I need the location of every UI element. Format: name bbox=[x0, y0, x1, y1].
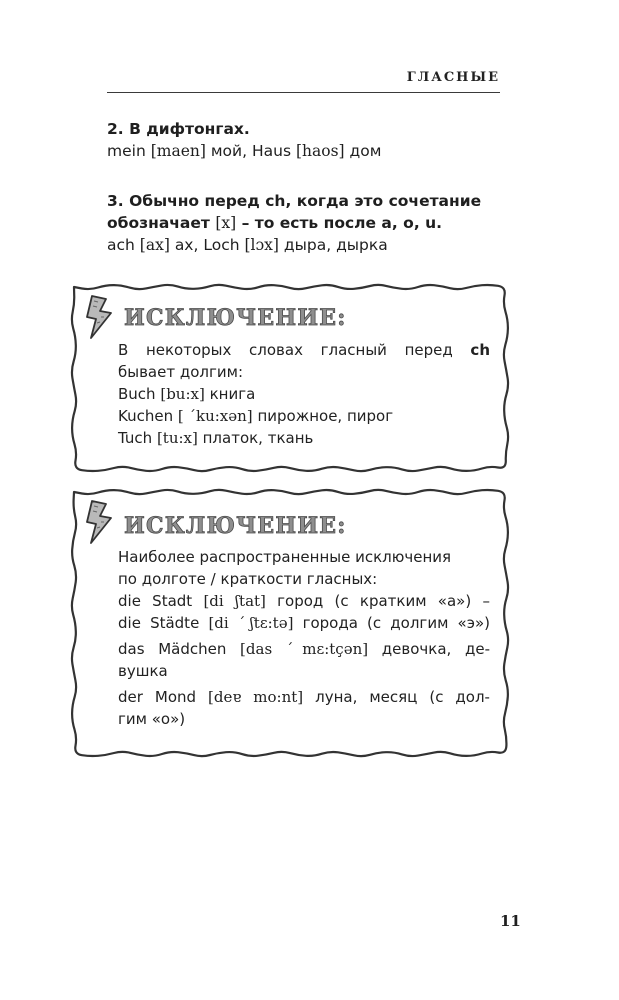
section-before-ch bbox=[107, 190, 502, 256]
section-heading: 2. В дифтонгах. bbox=[107, 120, 250, 138]
exception-box-2 bbox=[70, 488, 510, 758]
example-line: die Städte [di ˊʃtɛ:tə] города (с долгим «э») bbox=[118, 614, 490, 632]
exception-box-1 bbox=[70, 283, 510, 473]
header-title: ГЛАСНЫЕ bbox=[406, 70, 500, 85]
example-line: ach [ax] ах, Loch [lɔx] дыра, дырка bbox=[107, 236, 388, 254]
section-diphthongs bbox=[107, 118, 502, 162]
page-number: 11 bbox=[500, 912, 521, 930]
section-heading-line1: 3. Обычно перед ch, когда это сочетание bbox=[107, 192, 482, 210]
example-line: Tuch [tu:x] платок, ткань bbox=[118, 429, 314, 447]
example-line: mein [maen] мой, Haus [haos] дом bbox=[107, 142, 382, 160]
section-heading-line2: обозначает [x] – то есть после a, o, u. bbox=[107, 214, 443, 232]
example-line: der Mond [deɐ mo:nt] луна, месяц (с дол- bbox=[118, 688, 490, 706]
lightning-bolt-icon bbox=[84, 500, 114, 544]
running-header bbox=[107, 70, 500, 93]
example-line: die Stadt [di ʃtat] город (с кратким «а») – bbox=[118, 592, 490, 610]
exception-body: В некоторых словах гласный перед ch бывает долгим: Buch [bu:x] книга Kuchen [ ˊku:xən] пирожное, пирог Tuch [tu:x] платок, ткань bbox=[118, 341, 490, 447]
example-line: Kuchen [ ˊku:xən] пирожное, пирог bbox=[118, 407, 394, 425]
example-line: das Mädchen [das ˊmɛ:tçən] девочка, де- bbox=[118, 640, 490, 658]
exception-body: Наиболее распространенные исключения по долготе / краткости гласных: die Stadt [di ʃtat] город (с кратким «а») – die Städte [di ˊʃtɛ:tə] города (с долгим «э») das Mädchen [das ˊmɛ:tçən] девочка, де- вушка der Mond [deɐ mo:nt] луна, месяц (с дол- гим «о») bbox=[118, 548, 490, 728]
example-line: Buch [bu:x] книга bbox=[118, 385, 256, 403]
exception-title: ИСКЛЮЧЕНИЕ: bbox=[124, 513, 347, 539]
lightning-bolt-icon bbox=[84, 295, 114, 339]
exception-title: ИСКЛЮЧЕНИЕ: bbox=[124, 305, 347, 331]
